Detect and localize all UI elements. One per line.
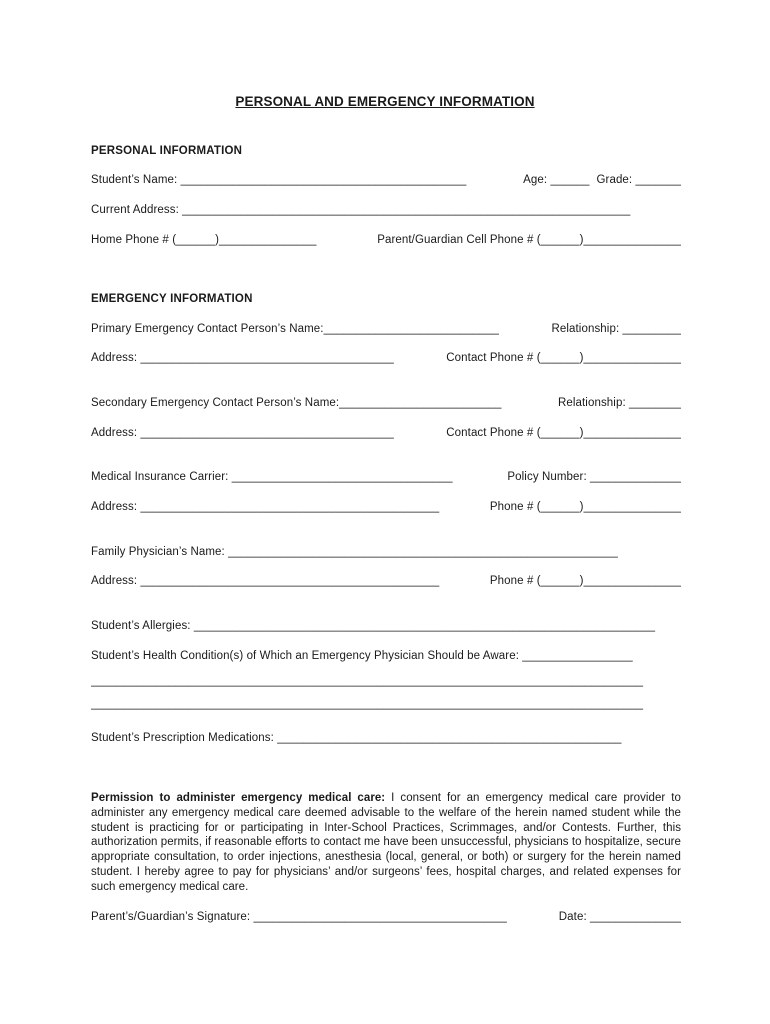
primary-contact-phone-field[interactable]: Contact Phone # (______)_______________ xyxy=(446,352,681,364)
current-address-field[interactable]: Current Address: _____________________________________________________________________ xyxy=(91,204,631,216)
age-field[interactable]: Age: ______ xyxy=(523,174,590,186)
primary-contact-name-field[interactable]: Primary Emergency Contact Person’s Name:___________________________ xyxy=(91,323,499,335)
guardian-cell-phone-field[interactable]: Parent/Guardian Cell Phone # (______)_______________ xyxy=(377,234,681,246)
physician-address-row xyxy=(91,575,681,587)
permission-paragraph xyxy=(91,791,681,895)
student-name-field[interactable]: Student’s Name: ____________________________________________ xyxy=(91,174,467,186)
primary-contact-row xyxy=(91,323,681,335)
allergies-field[interactable]: Student’s Allergies: _______________________________________________________________________ xyxy=(91,620,656,632)
health-conditions-blank-line[interactable]: _____________________________________________________________________________________ xyxy=(91,675,644,687)
insurance-address-field[interactable]: Address: ______________________________________________ xyxy=(91,501,440,513)
permission-text: I consent for an emergency medical care provider to administer any emergency medical care deemed advisable to the welfare of the herein named student while the student is practicing for or participating in Inter-School Practices, Scrimmages, and/or Contests. Further, this authorization permits, if reasonable efforts to contact me have been unsuccessful, physicians to hospitalize, secure appropriate consultation, to order injections, anesthesia (local, general, or both) or surgery for the herein named student. I hereby agree to pay for physicians’ and/or surgeons’ fees, hospital charges, and related expenses for such emergency medical care. xyxy=(91,792,681,893)
primary-relationship-field[interactable]: Relationship: _________ xyxy=(551,323,681,335)
allergies-row xyxy=(91,620,681,632)
health-conditions-line-2 xyxy=(91,698,681,710)
primary-address-row xyxy=(91,352,681,364)
health-conditions-row xyxy=(91,650,681,662)
permission-label: Permission to administer emergency medical care: xyxy=(91,792,386,804)
personal-info-heading: PERSONAL INFORMATION xyxy=(91,145,243,157)
secondary-address-field[interactable]: Address: _______________________________________ xyxy=(91,427,394,439)
secondary-contact-name-field[interactable]: Secondary Emergency Contact Person’s Name:_________________________ xyxy=(91,397,502,409)
grade-field[interactable]: Grade: _______ xyxy=(596,174,681,186)
physician-row xyxy=(91,546,681,558)
physician-phone-field[interactable]: Phone # (______)_______________ xyxy=(489,575,681,587)
page-title: PERSONAL AND EMERGENCY INFORMATION xyxy=(235,94,535,109)
primary-address-field[interactable]: Address: _______________________________________ xyxy=(91,352,394,364)
phone-row xyxy=(91,234,681,246)
current-address-row xyxy=(91,204,681,216)
health-conditions-blank-line[interactable]: _____________________________________________________________________________________ xyxy=(91,698,644,710)
insurance-address-row xyxy=(91,501,681,513)
prescription-medications-field[interactable]: Student’s Prescription Medications: _____________________________________________________ xyxy=(91,732,622,744)
emergency-info-heading: EMERGENCY INFORMATION xyxy=(91,293,253,305)
signature-row xyxy=(91,911,681,923)
insurance-phone-field[interactable]: Phone # (______)_______________ xyxy=(489,501,681,513)
student-name-row xyxy=(91,174,681,186)
physician-address-field[interactable]: Address: ______________________________________________ xyxy=(91,575,440,587)
physician-name-field[interactable]: Family Physician’s Name: ____________________________________________________________ xyxy=(91,546,618,558)
home-phone-field[interactable]: Home Phone # (______)_______________ xyxy=(91,234,317,246)
insurance-carrier-field[interactable]: Medical Insurance Carrier: __________________________________ xyxy=(91,471,453,483)
secondary-contact-row xyxy=(91,397,681,409)
policy-number-field[interactable]: Policy Number: ______________ xyxy=(507,471,681,483)
guardian-signature-field[interactable]: Parent’s/Guardian’s Signature: _______________________________________ xyxy=(91,911,507,923)
health-conditions-line-1 xyxy=(91,675,681,687)
date-field[interactable]: Date: ______________ xyxy=(558,911,681,923)
insurance-row xyxy=(91,471,681,483)
medications-row xyxy=(91,732,681,744)
health-conditions-field[interactable]: Student’s Health Condition(s) of Which an Emergency Physician Should be Aware: _________________ xyxy=(91,650,633,662)
secondary-relationship-field[interactable]: Relationship: ________ xyxy=(557,397,681,409)
secondary-contact-phone-field[interactable]: Contact Phone # (______)_______________ xyxy=(446,427,681,439)
secondary-address-row xyxy=(91,427,681,439)
